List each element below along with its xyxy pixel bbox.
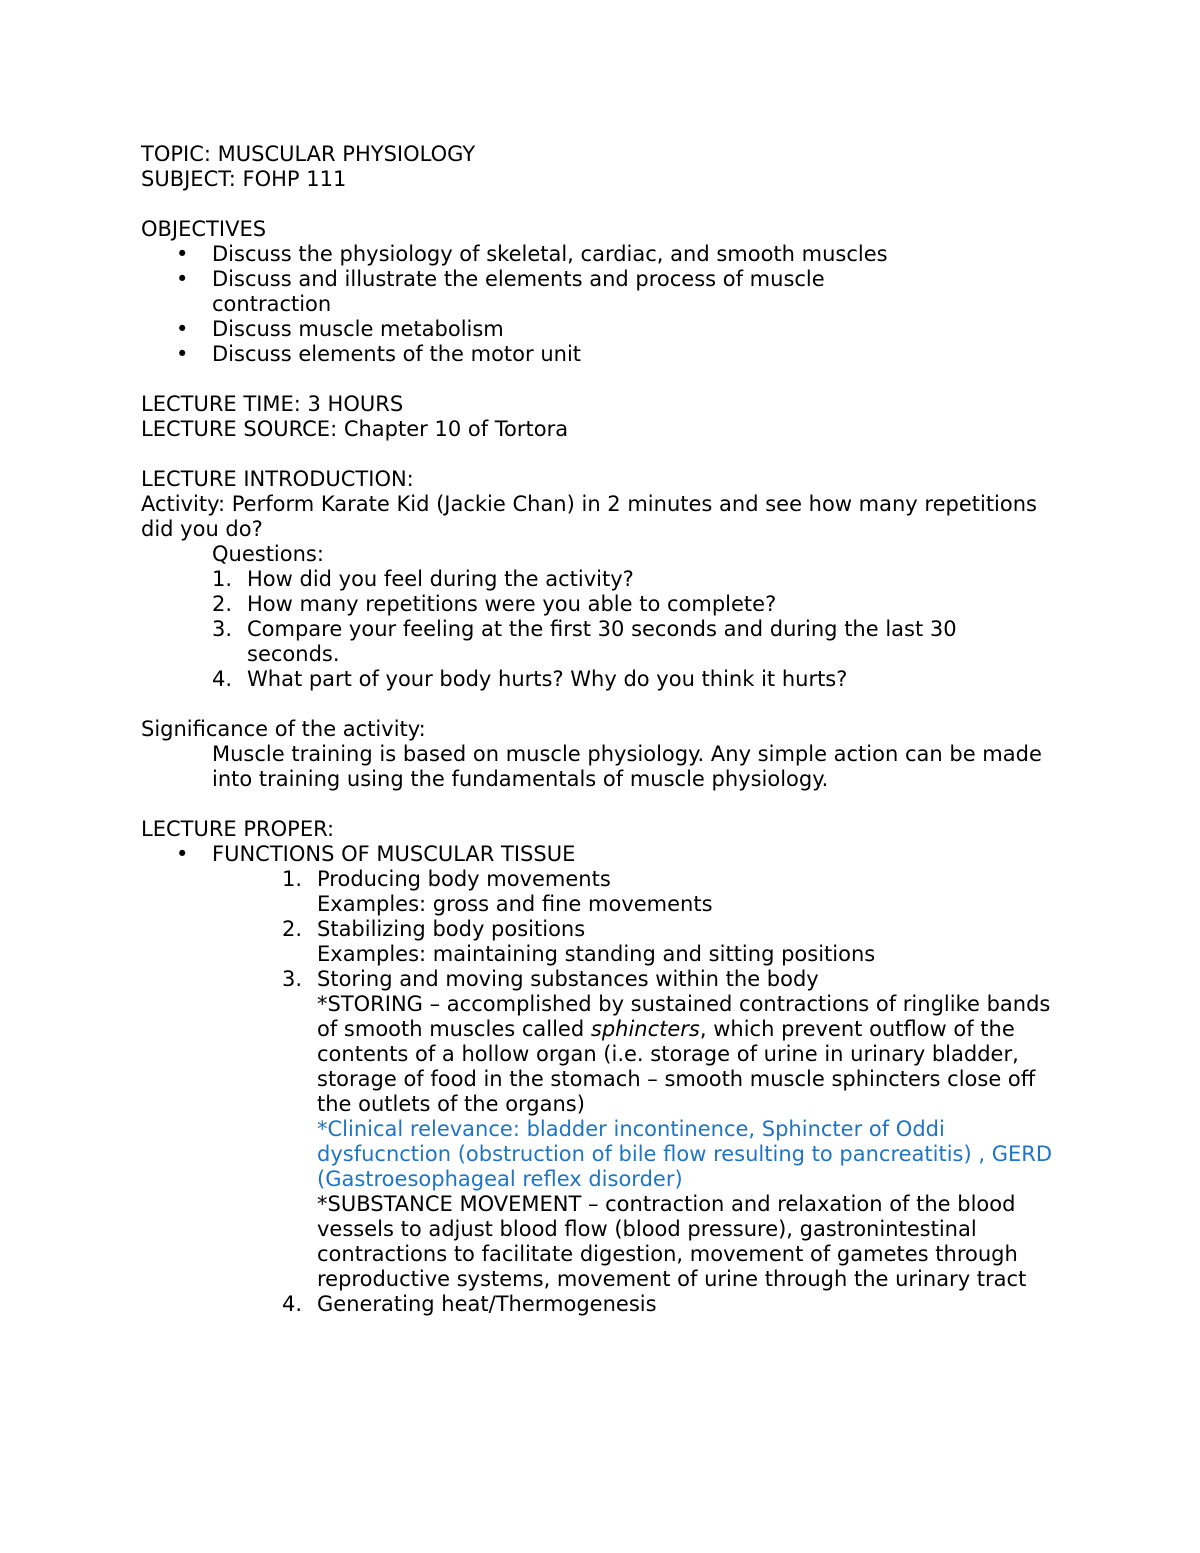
question-item: 3. Compare your feeling at the first 30 seconds and during the last 30 seconds. [212, 617, 957, 666]
questions-label: Questions: [212, 542, 324, 566]
bullet-icon: • [176, 842, 189, 866]
function-item: 3. Storing and moving substances within the body *STORING – accomplished by sustained contractions of ringlike bands of smooth muscles called sphincters, which prevent outflow of the contents of a hollow organ (i.e. storage of urine in urinary bladder, storage of food in the stomach – smooth muscle sphincters close off the outlets of the organs) *Clinical relevance: bladder incontinence, Sphincter of Oddi dysfucnction (obstruction of bile flow resulting to pancreatitis) , GERD (Gastroesophageal reflex disorder) *SUBSTANCE MOVEMENT – contraction and relaxation of the blood vessels to adjust blood flow (blood pressure), gastronintestinal contractions to facilitate digestion, movement of gametes through reproductive systems, movement of urine through the urinary tract [141, 967, 1071, 1292]
subject-line: SUBJECT: FOHP 111 [141, 167, 347, 191]
proper-heading: LECTURE PROPER: [141, 817, 335, 841]
question-item: 2. How many repetitions were you able to complete? [212, 592, 777, 616]
bullet-icon: • [176, 342, 189, 366]
significance-text: Muscle training is based on muscle physiology. Any simple action can be made into training using the fundamentals of muscle physiology. [212, 742, 1042, 791]
objective-item: • Discuss the physiology of skeletal, cardiac, and smooth muscles [176, 242, 888, 266]
introduction-heading: LECTURE INTRODUCTION: [141, 467, 414, 491]
topic-line: TOPIC: MUSCULAR PHYSIOLOGY [141, 142, 476, 166]
lecture-source: LECTURE SOURCE: Chapter 10 of Tortora [141, 417, 569, 441]
activity-text: Activity: Perform Karate Kid (Jackie Chan) in 2 minutes and see how many repetitions did you do? [141, 492, 1037, 541]
lecture-time: LECTURE TIME: 3 HOURS [141, 392, 404, 416]
function-item: 1. Producing body movements Examples: gross and fine movements [282, 867, 713, 916]
question-item: 4. What part of your body hurts? Why do you think it hurts? [212, 667, 848, 691]
storing-paragraph: *STORING – accomplished by sustained contractions of ringlike bands of smooth muscles called sphincters, which prevent outflow of the contents of a hollow organ (i.e. storage of urine in urinary bladder, storage of food in the stomach – smooth muscle sphincters close off the outlets of the organs) [317, 992, 1051, 1116]
function-item: 4. Generating heat/Thermogenesis [282, 1292, 657, 1316]
bullet-icon: • [176, 267, 189, 291]
objective-item: • Discuss and illustrate the elements and process of muscle contraction [176, 267, 825, 316]
significance-heading: Significance of the activity: [141, 717, 426, 741]
objective-item: • Discuss elements of the motor unit [176, 342, 582, 366]
document-page [141, 142, 1071, 1317]
bullet-icon: • [176, 242, 189, 266]
function-item: 2. Stabilizing body positions Examples: maintaining standing and sitting positions [282, 917, 876, 966]
objectives-heading: OBJECTIVES [141, 217, 267, 241]
substance-movement: *SUBSTANCE MOVEMENT – contraction and relaxation of the blood vessels to adjust blood flow (blood pressure), gastronintestinal contractions to facilitate digestion, movement of gametes through reproductive systems, movement of urine through the urinary tract [317, 1192, 1027, 1291]
question-item: 1. How did you feel during the activity? [212, 567, 634, 591]
functions-bullet: • FUNCTIONS OF MUSCULAR TISSUE [176, 842, 576, 866]
bullet-icon: • [176, 317, 189, 341]
clinical-relevance: *Clinical relevance: bladder incontinence, Sphincter of Oddi dysfucnction (obstruction of bile flow resulting to pancreatitis) , GERD (Gastroesophageal reflex disorder) [317, 1117, 1053, 1191]
objective-item: • Discuss muscle metabolism [176, 317, 504, 341]
